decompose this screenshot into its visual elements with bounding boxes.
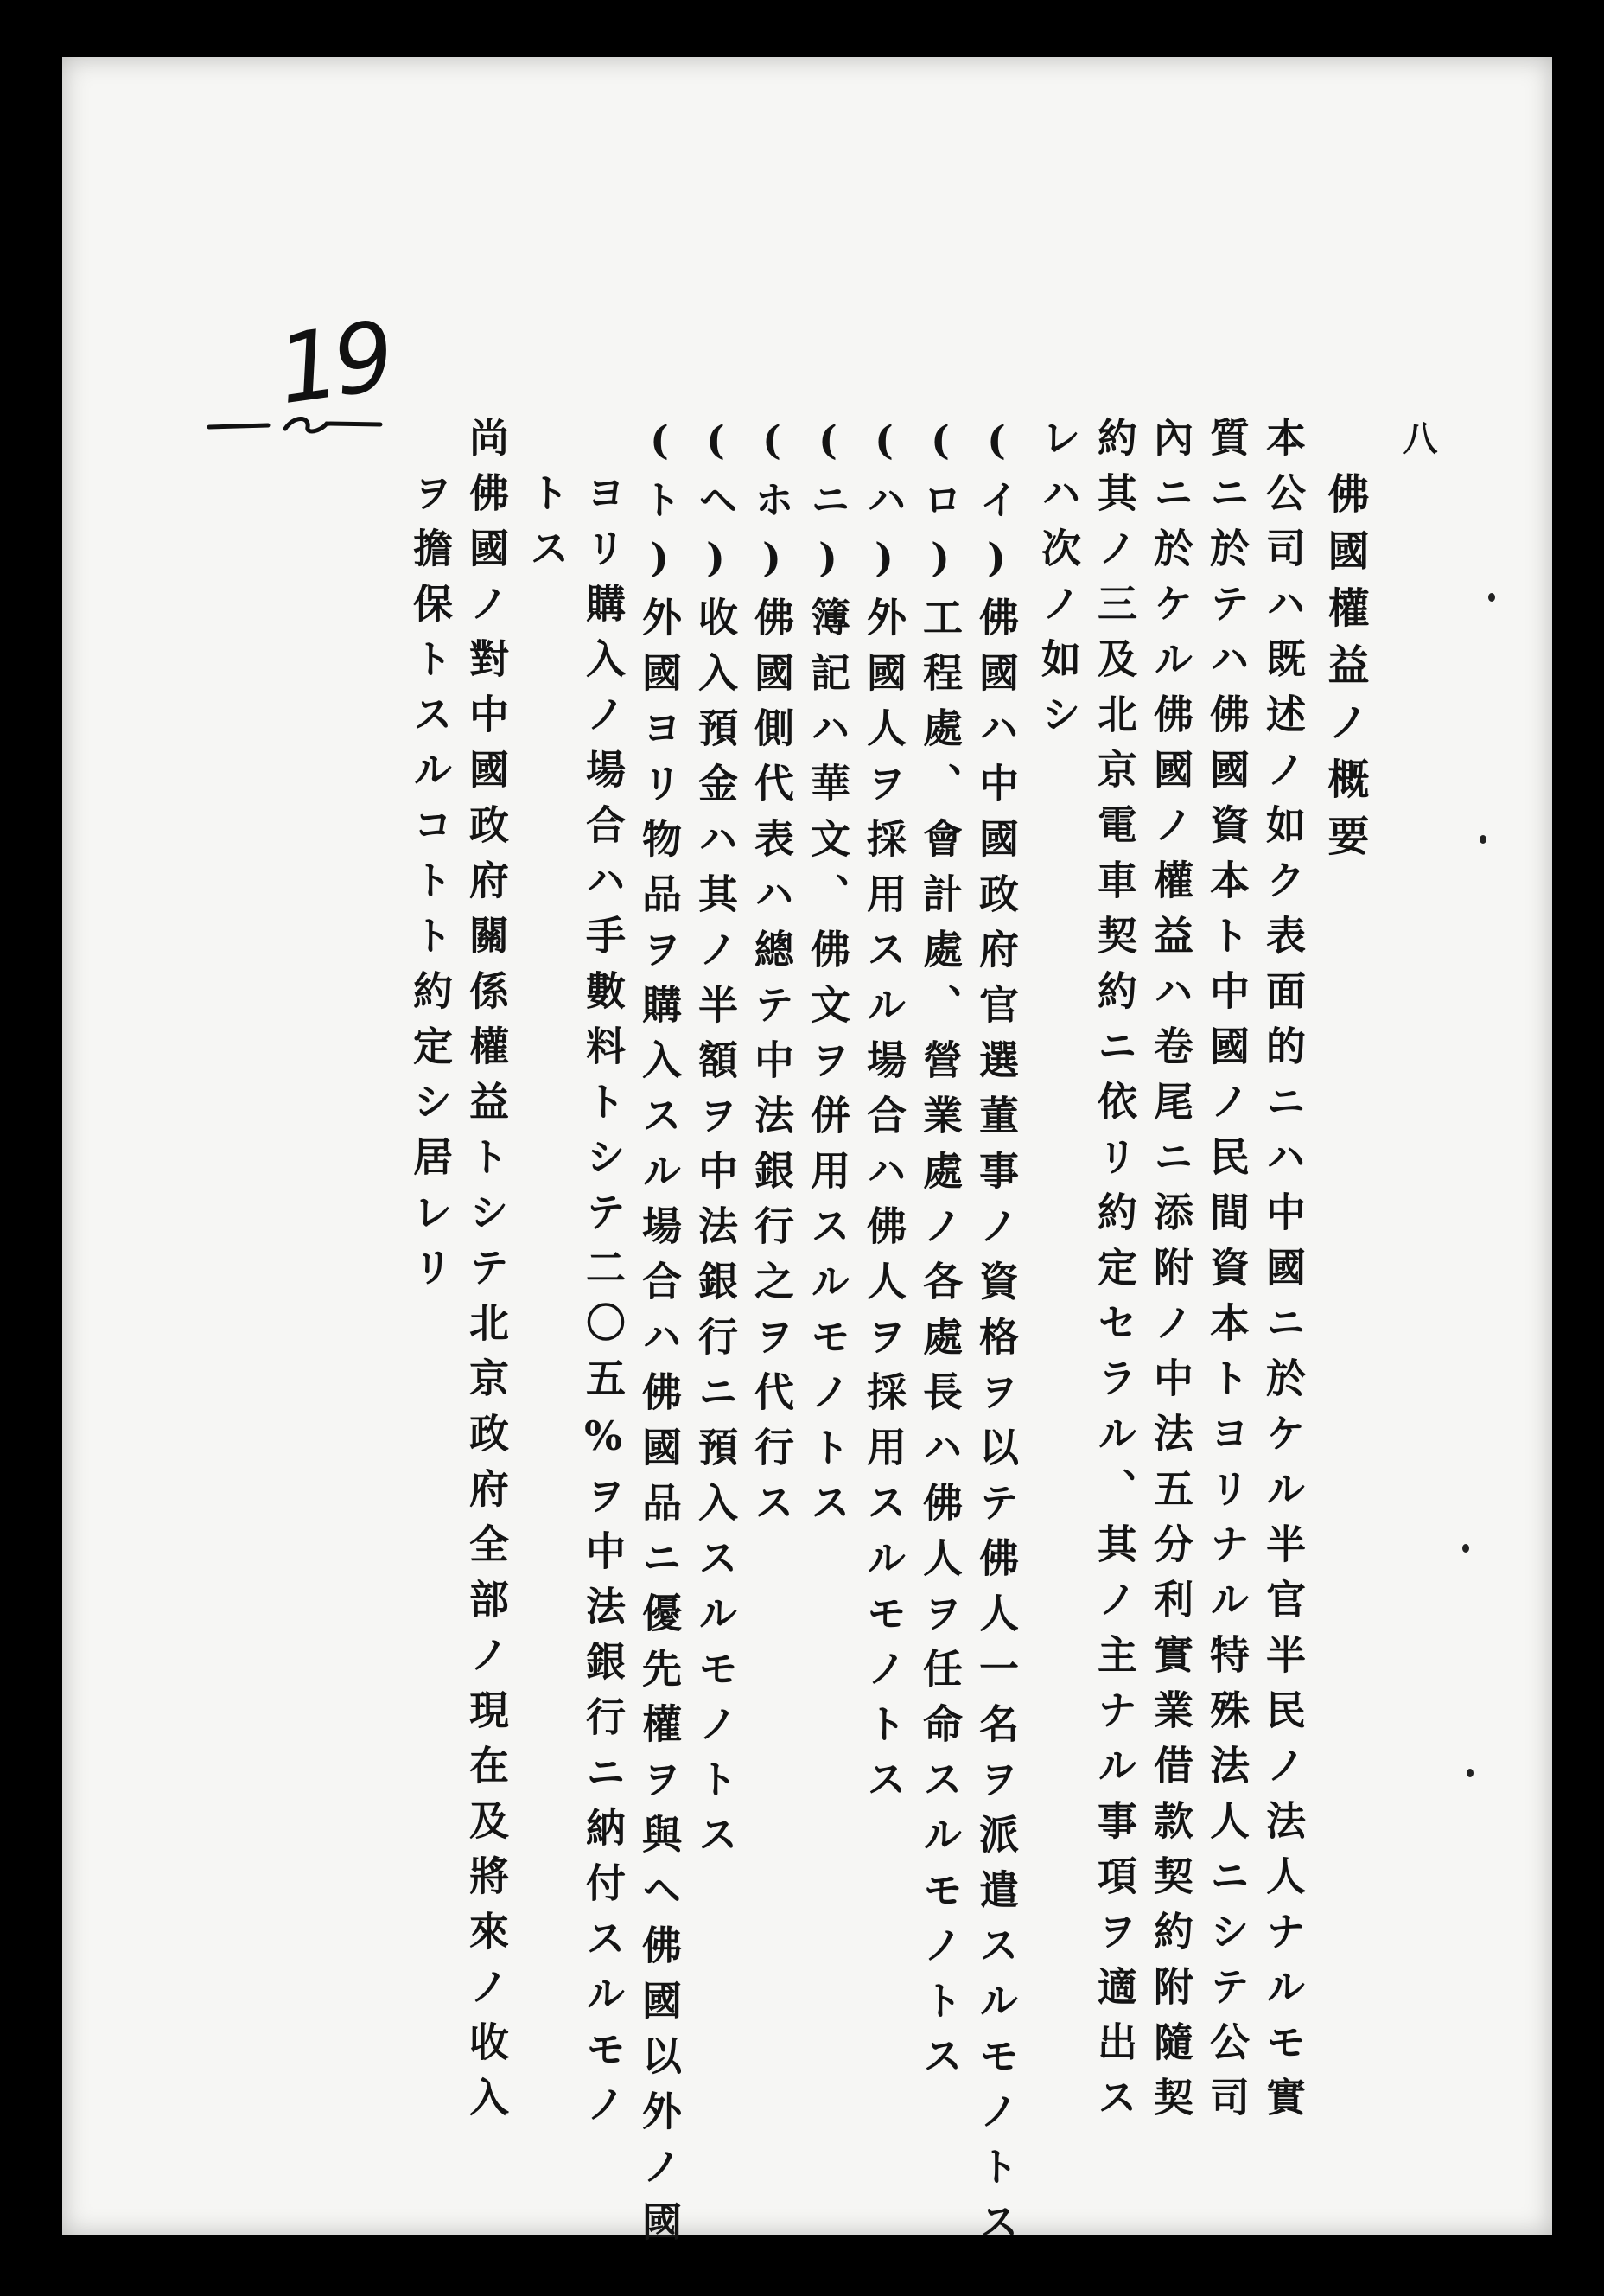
item-to: (ト)外國ヨリ物品ヲ購入スル場合ハ佛國品ニ優先權ヲ與ヘ佛國以外ノ國 (636, 417, 683, 2256)
closing-paragraph-2: ヲ擔保トスルコトト約定シ居レリ (407, 472, 454, 1302)
document-title: 佛國權益ノ概要 (1321, 472, 1369, 871)
text-column-5: レハ次ノ如シ (1035, 417, 1082, 749)
item-to-continued: ヨリ購入ノ場合ハ手數料トシテ二〇五%ヲ中法銀行ニ納付スルモノ (580, 472, 627, 2139)
item-i: (イ)佛國ハ中國政府官選董事ノ資格ヲ以テ佛人一名ヲ派遣スルモノトス (973, 417, 1020, 2256)
item-ha: (ハ)外國人ヲ採用スル場合ハ佛人ヲ採用スルモノトス (861, 417, 907, 1814)
scan-speck (1462, 1544, 1469, 1553)
text-column-1: 本公司ハ既述ノ如ク表面的ニハ中國ニ於ケル半官半民ノ法人ナルモ實 (1260, 417, 1307, 2132)
closing-paragraph-1: 尚佛國ノ對中國政府關係權益トシテ北京政府全部ノ現在及將來ノ收入 (463, 417, 510, 2132)
handwritten-dash-mark (207, 411, 389, 437)
item-ho: (ホ)佛國側代表ハ總テ中法銀行之ヲ代行ス (748, 417, 795, 1537)
item-to-end: トス (524, 472, 570, 583)
item-ni: (ニ)簿記ハ華文、佛文ヲ併用スルモノトス (805, 417, 851, 1537)
page-number: 八 (1397, 420, 1438, 455)
document-page (62, 57, 1552, 2256)
scan-speck (1480, 835, 1486, 844)
scan-speck (1488, 593, 1495, 602)
scan-speck (1467, 1769, 1474, 1777)
item-he: (ヘ)收入預金ハ其ノ半額ヲ中法銀行ニ預入スルモノトス (692, 417, 739, 1869)
text-column-2: 質ニ於テハ佛國資本ト中國ノ民間資本トヨリナル特殊法人ニシテ公司 (1204, 417, 1251, 2132)
item-ro: (ロ)工程處、會計處、營業處ノ各處長ハ佛人ヲ任命スルモノトス (917, 417, 964, 2090)
text-column-3: 內ニ於ケル佛國ノ權益ハ卷尾ニ添附ノ中法五分利實業借款契約附隨契 (1148, 417, 1194, 2132)
handwritten-page-mark: 19 (271, 300, 397, 426)
text-column-4: 約其ノ三及北京電車契約ニ依リ約定セラル、其ノ主ナル事項ヲ適出ス (1092, 417, 1138, 2132)
